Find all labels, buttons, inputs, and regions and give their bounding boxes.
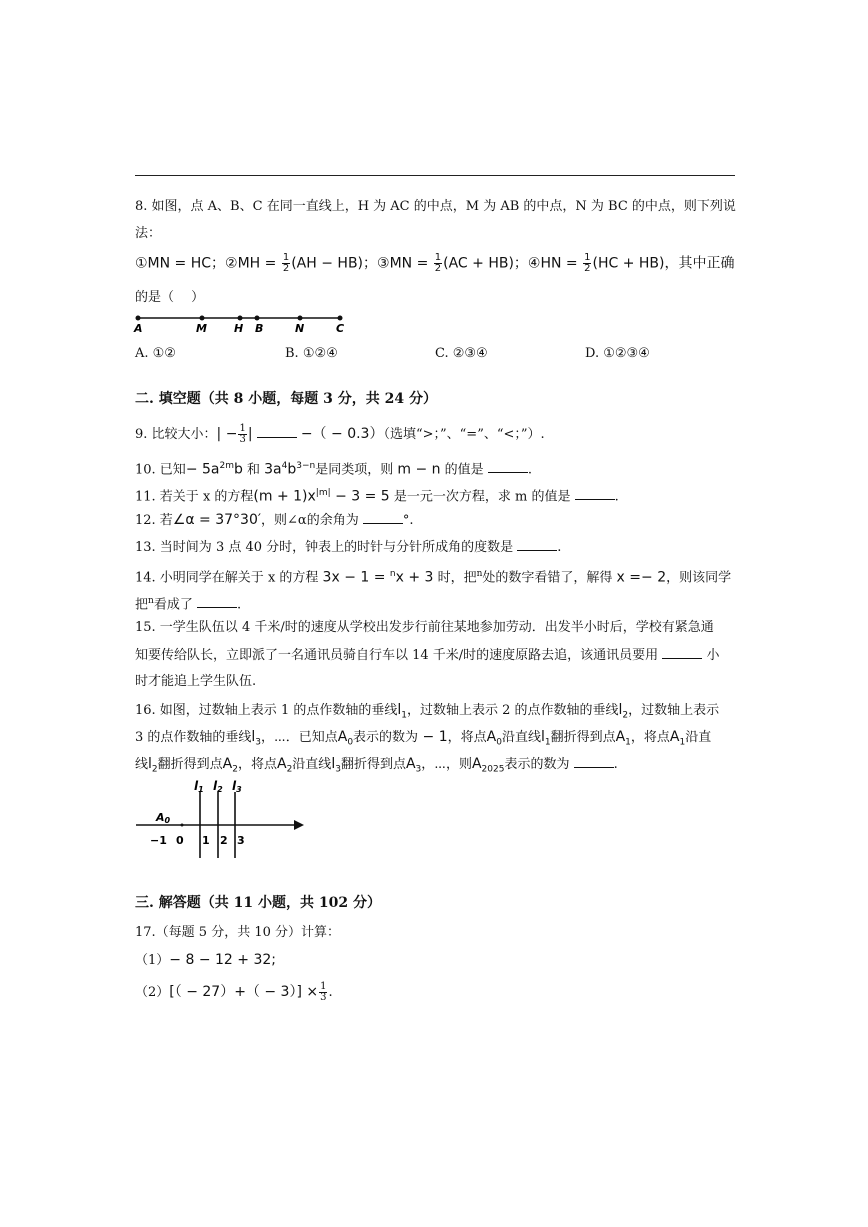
q17-title: 17.（每题 5 分，共 10 分）计算： (135, 925, 341, 940)
section2-title: 二. 填空题（共 8 小题，每题 3 分，共 24 分） (135, 391, 437, 407)
tick-label-neg1: −1 (150, 834, 167, 847)
q14-line1: 14. 小明同学在解关于 x 的方程 3x − 1 = $^n$x + 3 时，把$^n$处的数字看错了，解得 x =− 2，则该同学 (135, 569, 732, 586)
point-label-a: A (134, 322, 143, 335)
tick-label-2: 2 (220, 834, 228, 847)
q8-option-c: C. ②③④ (435, 346, 488, 361)
point-label-c: C (336, 322, 345, 335)
q15-line1: 15. 一学生队伍以 4 千米/时的速度从学校出发步行前往某地参加劳动．出发半小时后，学校有紧急通 (135, 620, 714, 635)
tick-label-3: 3 (237, 834, 245, 847)
q14-line2: 把$^n$看成了 . (135, 596, 242, 613)
point-label-m: M (196, 322, 207, 335)
q8-line2: 法： (135, 226, 162, 241)
point-label-b: B (255, 322, 264, 335)
point-label-n: N (295, 322, 305, 335)
point-label-h: H (234, 322, 244, 335)
point-label-a0: A0 (156, 811, 171, 825)
q8-option-b: B. ①②④ (285, 346, 338, 361)
section3-title: 三. 解答题（共 11 小题，共 102 分） (135, 895, 381, 911)
q8-segment-figure (130, 312, 360, 336)
tick-label-1: 1 (202, 834, 210, 847)
q16-line3: 线$l_2$翻折得到点$A_2$，将点$A_2$沿直线$l_3$翻折得到点$A_3$，⋯，则$A_{2025}$表示的数为 . (135, 756, 618, 775)
q16-line2: 3 的点作数轴的垂线$l_3$，⋯．已知点$A_0$表示的数为 − 1，将点$A_0$沿直线$l_1$翻折得到点$A_1$，将点$A_1$沿直 (135, 729, 712, 748)
q12: 12. 若∠α = 37°30′，则∠α的余角为 °. (135, 512, 414, 528)
header-rule (135, 175, 735, 176)
q11: 11. 若关于 x 的方程$(m + 1)x^{|m|} - 3 = 5$ 是一元一次方程，求 m 的值是 . (135, 488, 619, 505)
q17-part1: （1）− 8 − 12 + 32; (135, 952, 276, 968)
q8-statements: ①MN = HC；②MH = $\frac{1}{2}$ (AH − HB)；③MN = $\frac{1}{2}$ (AC + HB)；④HN = $\frac{1}{2}$ (HC + HB)，其中正确 (135, 252, 735, 274)
tick-label-0: 0 (176, 834, 184, 847)
q15-line3: 时才能追上学生队伍. (135, 674, 257, 689)
q13: 13. 当时间为 3 点 40 分时，钟表上的时针与分针所成角的度数是 . (135, 540, 562, 555)
perp-line-label-l2: l2 (213, 779, 223, 794)
q16-line1: 16. 如图，过数轴上表示 1 的点作数轴的垂线$l_1$，过数轴上表示 2 的点作数轴的垂线$l_2$，过数轴上表示 (135, 702, 720, 721)
q15-line2: 知要传给队长，立即派了一名通讯员骑自行车以 14 千米/时的速度原路去追，该通讯员要用 小 (135, 648, 720, 663)
q8-option-d: D. ①②③④ (585, 346, 650, 361)
q8-line4: 的是（ ） (135, 290, 205, 305)
q8-option-a: A. ①② (135, 346, 176, 361)
q10: 10. 已知− $5a^{2m}b$ 和 $3a^4b^{3-n}$是同类项，则 m − n 的值是 . (135, 461, 532, 478)
q9: 9. 比较大小：| − $\frac{1}{3}$ | −（ − 0.3）（选填“>；”、“=”、“<；”）. (135, 423, 545, 445)
perp-line-label-l3: l3 (232, 779, 242, 794)
q8-line1: 8. 如图，点 A、B、C 在同一直线上，H 为 AC 的中点，M 为 AB 的中点，N 为 BC 的中点，则下列说 (135, 199, 736, 214)
perp-line-label-l1: l1 (194, 779, 204, 794)
q17-part2: （2）[（ − 27）+（ − 3）] × $\frac{1}{3}$ . (135, 981, 333, 1003)
q16-number-line-figure (130, 778, 310, 864)
